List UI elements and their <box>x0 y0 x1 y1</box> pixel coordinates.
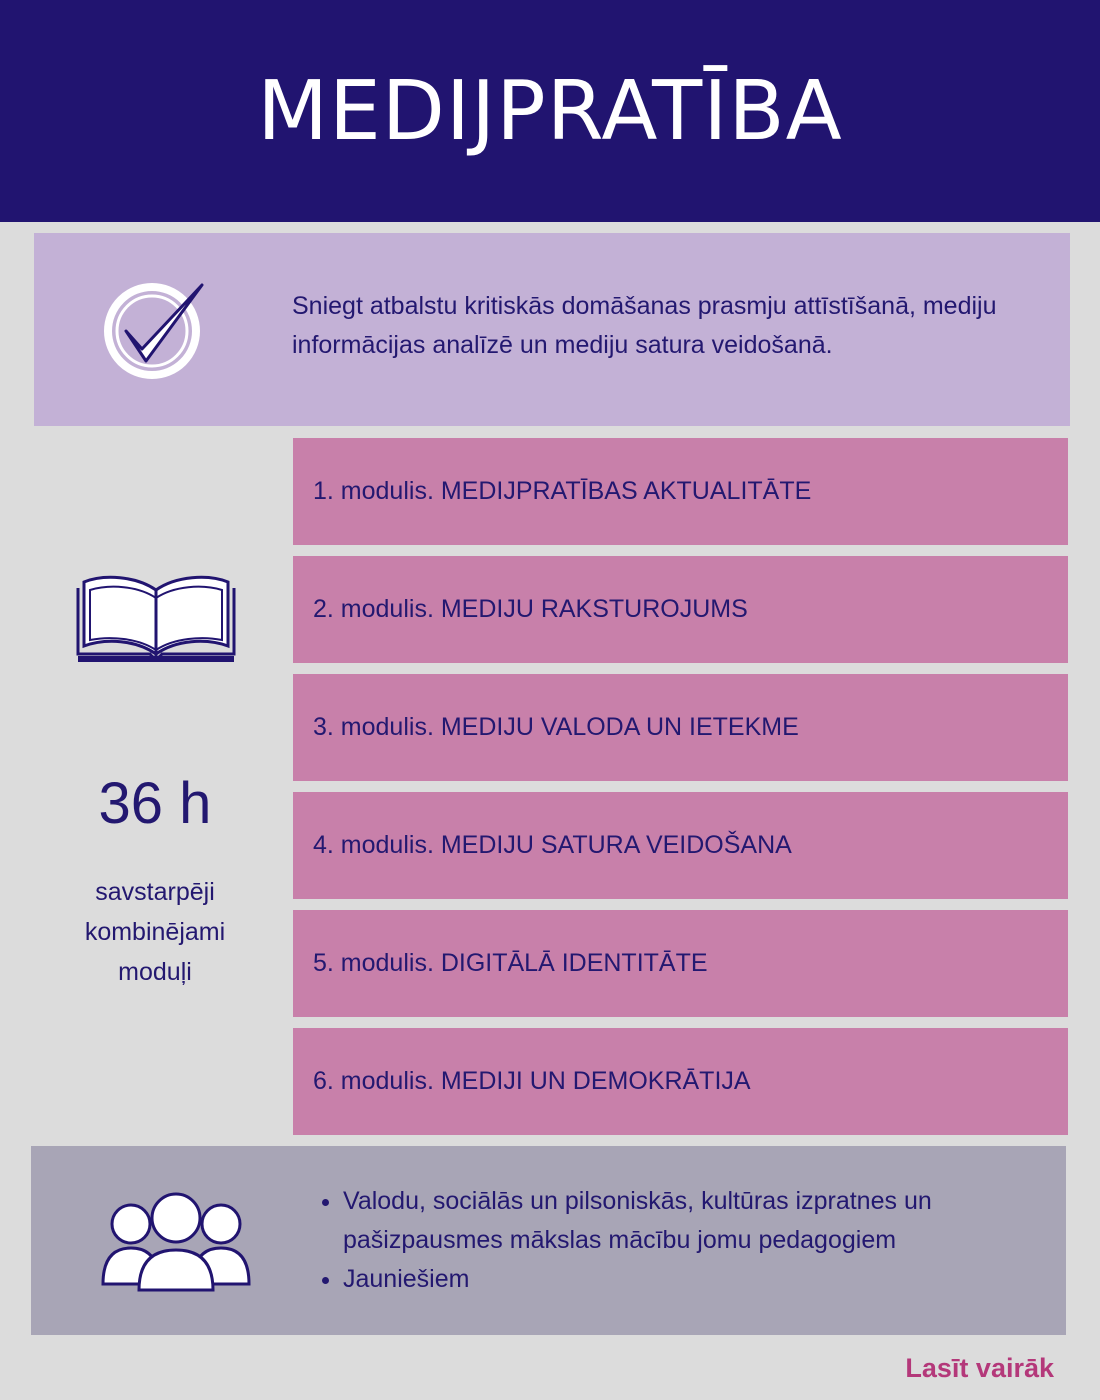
people-group-icon <box>101 1166 251 1316</box>
audience-panel <box>31 1146 1066 1335</box>
audience-list <box>301 1182 1063 1299</box>
module-6: 6. modulis. MEDIJI UN DEMOKRĀTIJA <box>293 1028 1068 1135</box>
module-4: 4. modulis. MEDIJU SATURA VEIDOŠANA <box>293 792 1068 899</box>
module-3: 3. modulis. MEDIJU VALODA UN IETEKME <box>293 674 1068 781</box>
module-2: 2. modulis. MEDIJU RAKSTUROJUMS <box>293 556 1068 663</box>
page-title: MEDIJPRATĪBA <box>257 63 843 159</box>
module-5: 5. modulis. DIGITĀLĀ IDENTITĀTE <box>293 910 1068 1017</box>
open-book-icon <box>74 574 238 666</box>
goal-text: Sniegt atbalstu kritiskās domāšanas prasmju attīstīšanā, mediju informācijas analīzē un mediju satura veidošanā. <box>292 292 997 359</box>
description-line: kombinējami <box>84 918 226 946</box>
read-more-link[interactable]: Lasīt vairāk <box>905 1353 1054 1383</box>
audience-item: • Jauniešiem <box>343 1260 1063 1299</box>
audience-item: • Valodu, sociālās un pilsoniskās, kultūras izpratnes un pašizpausmes mākslas mācību jomu pedagogiem <box>343 1182 1063 1260</box>
hours-description <box>40 872 270 992</box>
description-line: moduļi <box>118 958 192 986</box>
description-line: savstarpēji <box>95 878 215 906</box>
goal-panel <box>34 233 1070 426</box>
check-circle-icon <box>102 277 212 381</box>
module-1: 1. modulis. MEDIJPRATĪBAS AKTUALITĀTE <box>293 438 1068 545</box>
hours-value: 36 h <box>98 771 212 836</box>
header-banner <box>0 0 1100 222</box>
